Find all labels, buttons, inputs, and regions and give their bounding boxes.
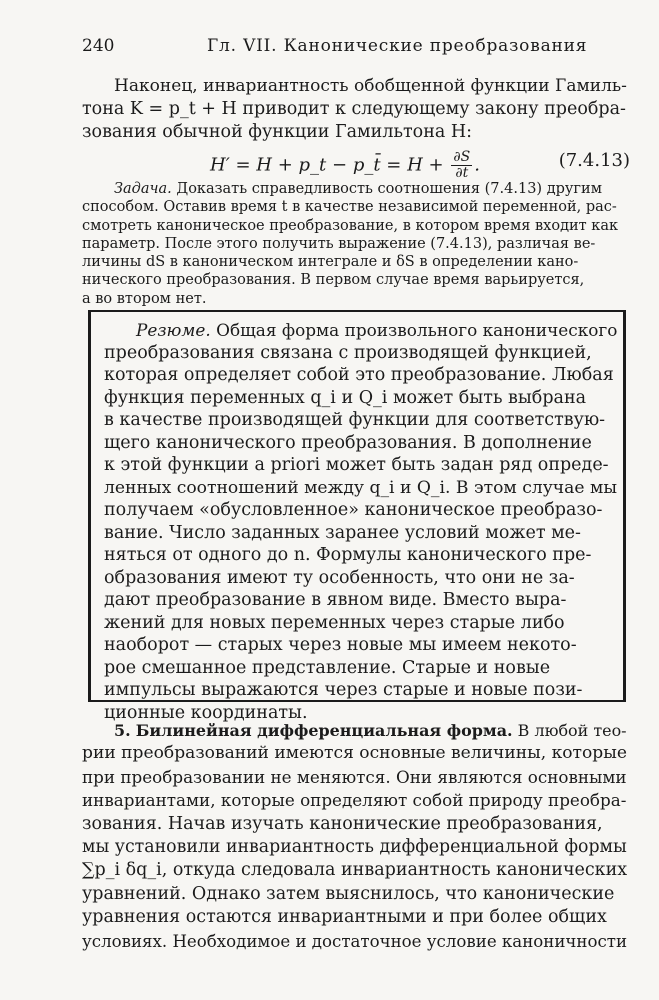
summary-line: няться от одного до n. Формулы канонического пре- (104, 545, 592, 565)
summary-line: функция переменных q_i и Q_i может быть выбрана (104, 387, 587, 408)
task-block (82, 180, 630, 308)
section-line-text: В любой тео- (517, 721, 627, 740)
section-number: 5. (114, 721, 131, 740)
fraction-numerator: ∂S (453, 149, 471, 165)
intro-line: Наконец, инвариантность обобщенной функции Гамиль- (114, 76, 627, 96)
intro-line: тона K = p_t + H приводит к следующему закону преобра- (82, 99, 626, 119)
section-heading-line (82, 719, 630, 742)
summary-line: наоборот — старых через новые мы имеем некото- (104, 635, 577, 655)
equation-trailing: . (474, 154, 480, 176)
summary-line: импульсы выражаются через старые и новые пози- (104, 680, 583, 700)
summary-line: щего канонического преобразования. В дополнение (104, 432, 592, 453)
section-line: уравнения остаются инвариантными и при более общих (82, 907, 607, 928)
section-line: мы установили инвариантность дифференциальной формы (82, 837, 627, 858)
section-heading: Билинейная дифференциальная форма. (135, 721, 513, 740)
equation-number: (7.4.13) (558, 150, 630, 171)
summary-line: которая определяет собой это преобразование. Любая (104, 365, 614, 385)
task-line-text: Доказать справедливость соотношения (7.4.13) другим (176, 181, 602, 197)
equation-7-4-13 (82, 144, 630, 181)
task-line (82, 180, 630, 198)
task-line: нического преобразования. В первом случае время варьируется, (82, 272, 585, 289)
task-line: личины dS в каноническом интеграле и δS в определении кано- (82, 254, 579, 271)
summary-line: рое смешанное представление. Старые и новые (104, 657, 551, 678)
intro-line: зования обычной функции Гамильтона H: (82, 122, 473, 142)
summary-line: в качестве производящей функции для соответствую- (104, 410, 606, 430)
summary-line: жений для новых переменных через старые либо (104, 612, 565, 633)
equation-body (210, 150, 480, 181)
task-label: Задача. (114, 181, 172, 197)
summary-line: вание. Число заданных заранее условий может ме- (104, 522, 581, 543)
section-5 (82, 719, 630, 953)
section-line: уравнений. Однако затем выяснилось, что канонические (82, 883, 615, 904)
equation-left-part: H′ = H + p_t − p_t̄ = H + (210, 154, 444, 176)
summary-line: образования имеют ту особенность, что они не за- (104, 567, 575, 588)
summary-line (104, 319, 620, 342)
summary-line-text: Общая форма произвольного канонического (216, 320, 618, 340)
section-line: ∑p_i δq_i, откуда следовала инвариантность канонических (82, 860, 628, 881)
task-line: смотреть каноническое преобразование, в котором время входит как (82, 217, 619, 234)
summary-line: преобразования связана с производящей функцией, (104, 342, 592, 363)
summary-line: дают преобразование в явном виде. Вместо выра- (104, 590, 567, 610)
fraction-denominator: ∂t (455, 165, 469, 181)
summary-label: Резюме. (136, 320, 211, 340)
summary-line: ленных соотношений между q_i и Q_i. В этом случае мы (104, 477, 617, 498)
summary-line: получаем «обусловленное» каноническое преобразо- (104, 500, 603, 520)
intro-paragraph (82, 75, 630, 144)
summary-line: к этой функции a priori может быть задан ряд опреде- (104, 455, 609, 475)
section-line: при преобразовании не меняются. Они являются основными (82, 766, 627, 787)
section-line: условиях. Необходимое и достаточное условие каноничности (82, 931, 628, 951)
section-line: инвариантами, которые определяют собой природу преобра- (82, 790, 627, 811)
section-line: рии преобразований имеются основные величины, которые (82, 743, 627, 764)
partial-fraction (451, 150, 472, 181)
chapter-title: Гл. VII. Канонические преобразования (207, 36, 588, 56)
section-line: зования. Начав изучать канонические преобразования, (82, 813, 603, 834)
summary-line: ционные координаты. (104, 702, 308, 723)
task-line: способом. Оставив время t в качестве независимой переменной, рас- (82, 199, 617, 216)
summary-block (104, 319, 620, 724)
task-line: а во втором нет. (82, 290, 207, 307)
page-number: 240 (82, 36, 115, 56)
task-line: параметр. После этого получить выражение (7.4.13), различая ве- (82, 235, 596, 252)
